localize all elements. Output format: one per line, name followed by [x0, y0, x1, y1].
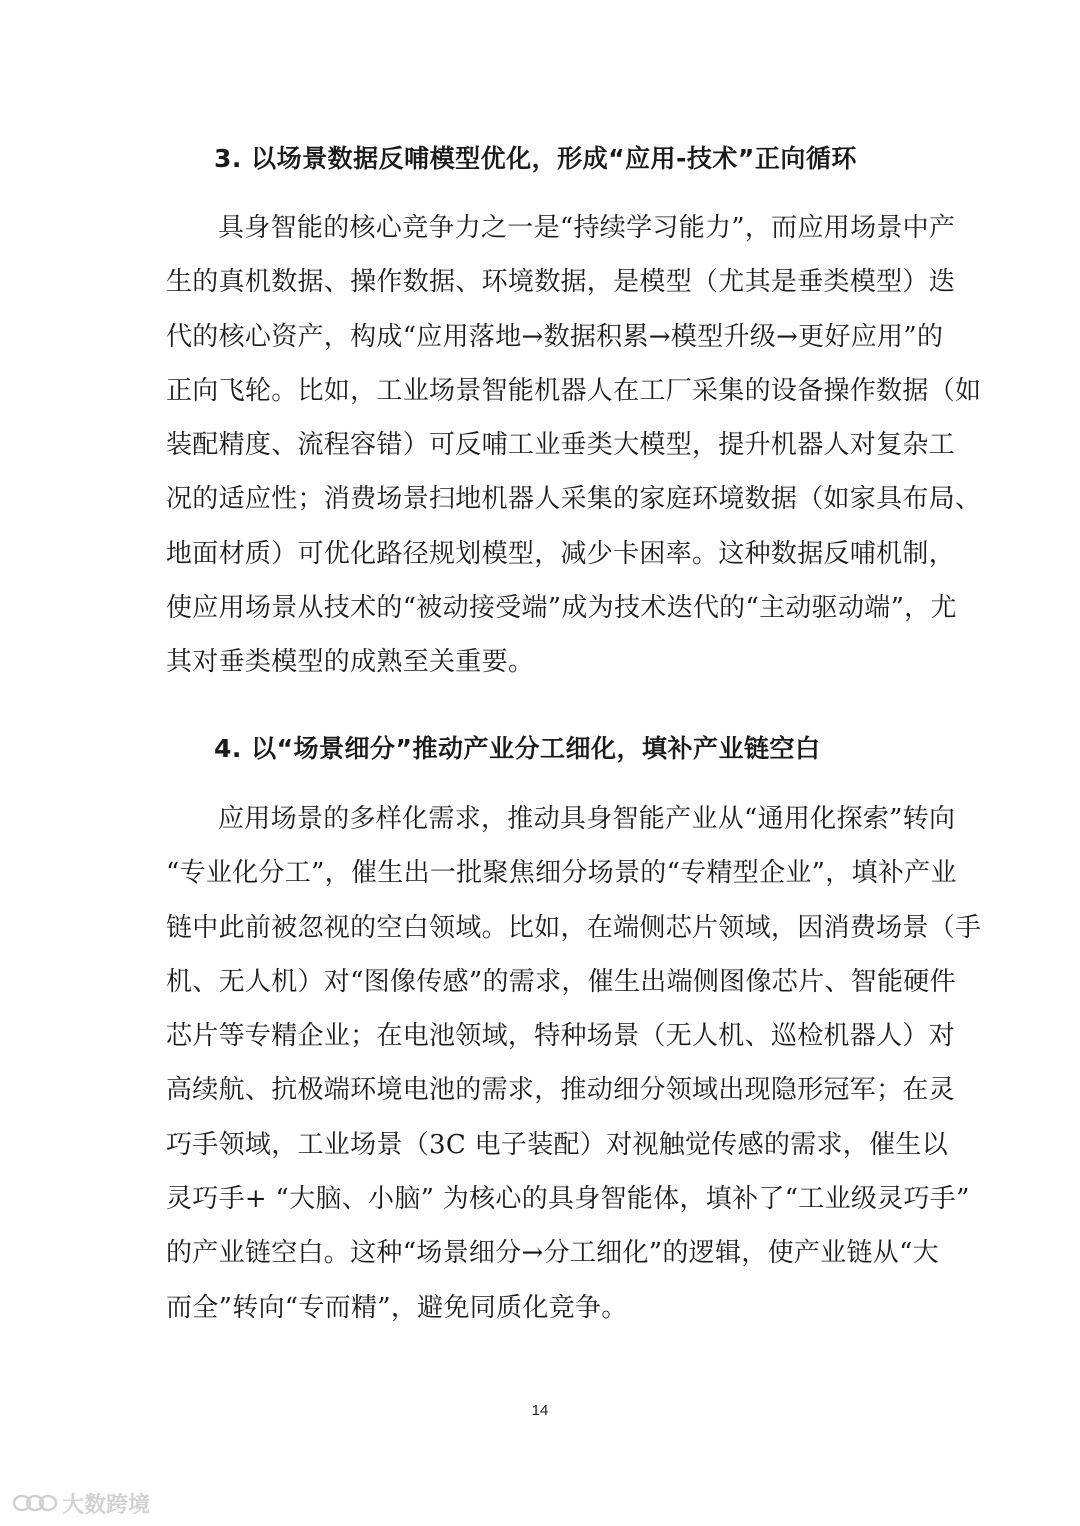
- paragraph-line: 高续航、抗极端环境电池的需求，推动细分领域出现隐形冠军；在灵: [166, 1075, 956, 1106]
- section-3-paragraph: [166, 208, 982, 697]
- section-heading-4: 4. 以“场景细分”推动产业分工细化，填补产业链空白: [214, 734, 821, 763]
- paragraph-line: 具身智能的核心竞争力之一是“持续学习能力”，而应用场景中产: [218, 213, 956, 243]
- paragraph-line: 链中此前被忽视的空白领域。比如，在端侧芯片领域，因消费场景（手: [166, 912, 982, 943]
- watermark: [12, 1488, 150, 1518]
- paragraph-line: 巧手领域，工业场景（3C 电子装配）对视触觉传感的需求，催生以: [166, 1129, 949, 1160]
- paragraph-line: 生的真机数据、操作数据、环境数据，是模型（尤其是垂类模型）迭: [166, 267, 956, 298]
- paragraph-line: “专业化分工”，催生出一批聚焦细分场景的“专精型企业”，填补产业: [166, 858, 957, 889]
- paragraph-line: 地面材质）可优化路径规划模型，减少卡困率。这种数据反哺机制，: [166, 538, 956, 569]
- paragraph-line: 而全”转向“专而精”，避免同质化竞争。: [166, 1292, 628, 1323]
- paragraph-line: 况的适应性；消费场景扫地机器人采集的家庭环境数据（如家具布局、: [166, 484, 982, 515]
- paragraph-line: 代的核心资产，构成“应用落地→数据积累→模型升级→更好应用”的: [166, 321, 944, 352]
- section-4-paragraph: [166, 799, 982, 1342]
- paragraph-line: 机、无人机）对“图像传感”的需求，催生出端侧图像芯片、智能硬件: [166, 966, 956, 997]
- section-heading-3: 3. 以场景数据反哺模型优化，形成“应用-技术”正向循环: [214, 144, 857, 173]
- paragraph-line: 应用场景的多样化需求，推动具身智能产业从“通用化探索”转向: [218, 804, 956, 834]
- paragraph-line: 芯片等专精企业；在电池领域，特种场景（无人机、巡检机器人）对: [166, 1021, 956, 1052]
- paragraph-line: 灵巧手+ “大脑、小脑” 为核心的具身智能体，填补了“工业级灵巧手”: [166, 1184, 970, 1215]
- paragraph-line: 正向飞轮。比如，工业场景智能机器人在工厂采集的设备操作数据（如: [166, 375, 982, 406]
- paragraph-line: 装配精度、流程容错）可反哺工业垂类大模型，提升机器人对复杂工: [166, 430, 956, 461]
- paragraph-line: 使应用场景从技术的“被动接受端”成为技术迭代的“主动驱动端”，尤: [166, 593, 957, 624]
- paragraph-line: 其对垂类模型的成熟至关重要。: [166, 647, 535, 678]
- page-number: 14: [531, 1402, 549, 1419]
- paragraph-line: 的产业链空白。这种“场景细分→分工细化”的逻辑，使产业链从“大: [166, 1238, 939, 1269]
- watermark-text: 大数跨境: [62, 1492, 151, 1518]
- chain-link-logo-icon: [12, 1490, 58, 1516]
